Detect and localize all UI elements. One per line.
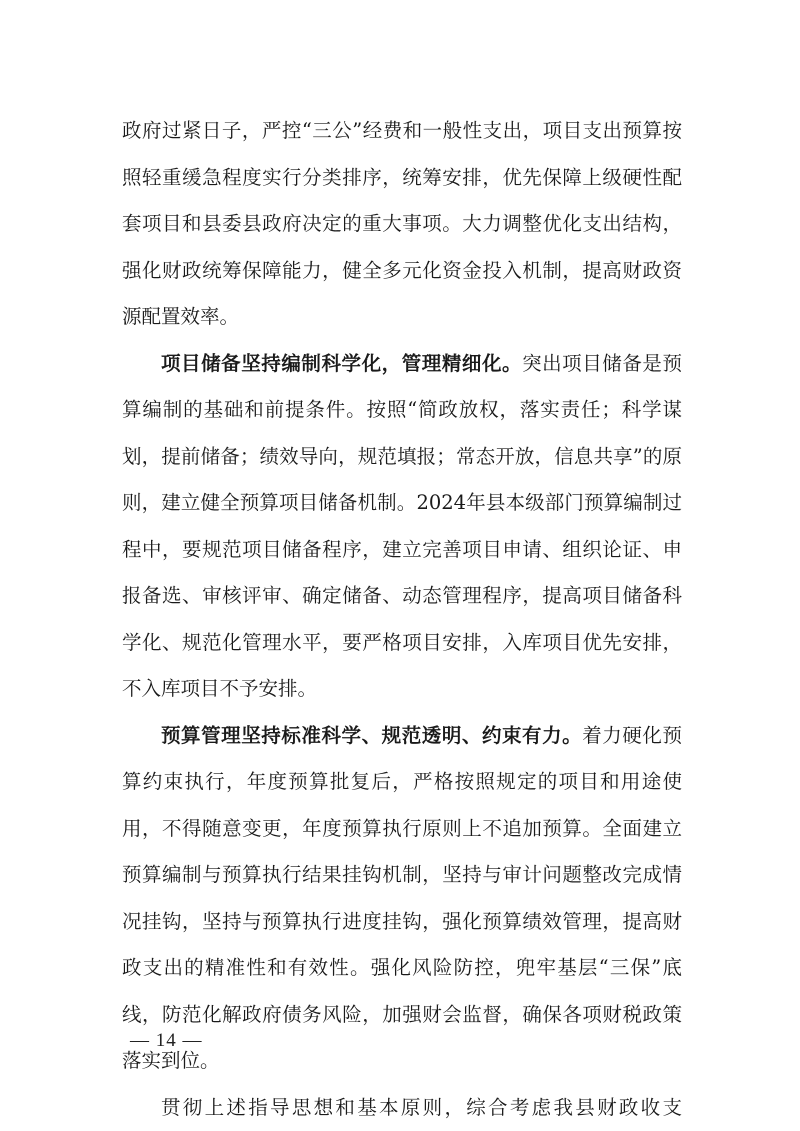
paragraph-2 [122,341,682,713]
paragraph-3-heading: 预算管理坚持标准科学、规范透明、约束有力。 [161,723,583,747]
paragraph-1 [122,108,682,341]
paragraph-2-text: 突出项目储备是预算编制的基础和前提条件。按照“简政放权，落实责任；科学谋划，提前储备；绩效导向，规范填报；常态开放，信息共享”的原则，建立健全预算项目储备机制。2024年县本级部门预算编制过程中，要规范项目储备程序，建立完善项目申请、组织论证、申报备选、审核评审、确定储备、动态管理程序，提高项目储备科学化、规范化管理水平，要严格项目安排，入库项目优先安排，不入库项目不予安排。 [122,351,682,700]
paragraph-1-text: 政府过紧日子，严控“三公”经费和一般性支出，项目支出预算按照轻重缓急程度实行分类排序，统筹安排，优先保障上级硬性配套项目和县委县政府决定的重大事项。大力调整优化支出结构，强化财政统筹保障能力，健全多元化资金投入机制，提高财政资源配置效率。 [122,119,682,328]
paragraph-4-text: 贯彻上述指导思想和基本原则，综合考虑我县财政收支 [161,1095,682,1119]
page-number: — 14 — [130,1030,203,1051]
paragraph-2-heading: 项目储备坚持编制科学化，管理精细化。 [161,351,523,375]
paragraph-3-text: 着力硬化预算约束执行，年度预算批复后，严格按照规定的项目和用途使用，不得随意变更，年度预算执行原则上不追加预算。全面建立预算编制与预算执行结果挂钩机制，坚持与审计问题整改完成情况挂钩，坚持与预算执行进度挂钩，强化预算绩效管理，提高财政支出的精准性和有效性。强化风险防控，兜牢基层“三保”底线，防范化解政府债务风险，加强财会监督，确保各项财税政策落实到位。 [122,723,682,1072]
paragraph-4 [122,1085,682,1131]
paragraph-3 [122,713,682,1085]
document-page [122,108,682,1131]
